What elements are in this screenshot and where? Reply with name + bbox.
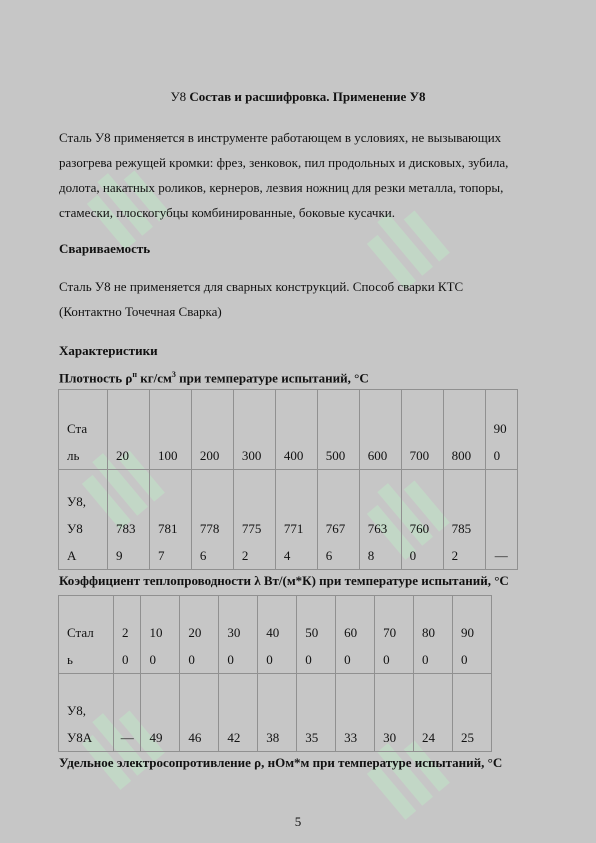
table-cell: 90 0 [452, 596, 491, 674]
table-cell: 20 [108, 390, 150, 470]
table-cell: 42 [219, 674, 258, 752]
table-header-row [59, 596, 492, 674]
table-cell: — [485, 470, 517, 570]
intro-line: Сталь У8 применяется в инструменте работающем в условиях, не вызывающих [59, 130, 502, 145]
table-cell: 767 6 [317, 470, 359, 570]
table-cell: — [114, 674, 141, 752]
table-cell: 20 0 [180, 596, 219, 674]
density-caption-post: при температуре испытаний, °С [175, 370, 369, 386]
table-cell: 775 2 [233, 470, 275, 570]
table-cell: 10 0 [141, 596, 180, 674]
table-row [59, 674, 492, 752]
page-number: 5 [294, 814, 302, 829]
table-cell: 200 [191, 390, 233, 470]
table-cell: Ста ль [59, 390, 108, 470]
thermal-caption: Коэффициент теплопроводности λ Вт/(м*К) при температуре испытаний, °С [59, 573, 509, 588]
table-cell: 500 [317, 390, 359, 470]
table-cell: 30 [375, 674, 414, 752]
resistivity-caption: Удельное электросопротивление ρ, нОм*м при температуре испытаний, °С [59, 755, 503, 770]
density-caption [59, 362, 559, 390]
density-caption-pre: Плотность ρ [59, 370, 133, 386]
weld-line: Сталь У8 не применяется для сварных конструкций. Способ сварки КТС [59, 279, 464, 294]
table-cell: Стал ь [59, 596, 114, 674]
table-cell: 50 0 [297, 596, 336, 674]
intro-line: разогрева режущей кромки: фрез, зенковок, пил продольных и дисковых, зубила, [59, 155, 509, 170]
table-row [59, 470, 518, 570]
table-cell: 600 [359, 390, 401, 470]
weld-line: (Контактно Точечная Сварка) [59, 304, 222, 319]
table-cell: 783 9 [108, 470, 150, 570]
table-cell: 40 0 [258, 596, 297, 674]
table-cell: У8, У8 А [59, 470, 108, 570]
table-cell: 700 [401, 390, 443, 470]
table-cell: 400 [275, 390, 317, 470]
density-sup-2: 3 [171, 370, 176, 379]
table-cell: 781 7 [149, 470, 191, 570]
title-prefix: У8 [170, 89, 187, 104]
table-cell: 300 [233, 390, 275, 470]
density-caption-mid: кг/см [136, 370, 172, 386]
intro-paragraph [59, 125, 559, 225]
table-cell: 771 4 [275, 470, 317, 570]
table-cell: 33 [336, 674, 375, 752]
intro-line: стамески, плоскогубцы комбинированные, боковые кусачки. [59, 205, 395, 220]
table-cell: 24 [414, 674, 453, 752]
table-header-row [59, 390, 518, 470]
density-sup-1: п [132, 370, 137, 379]
table-cell: 785 2 [443, 470, 485, 570]
weldability-heading: Свариваемость [59, 241, 151, 256]
table-cell: 100 [149, 390, 191, 470]
intro-line: долота, накатных роликов, кернеров, лезвия ножниц для резки металла, топоры, [59, 180, 504, 195]
characteristics-heading: Характеристики [59, 343, 158, 358]
table-cell: 35 [297, 674, 336, 752]
title-text: Состав и расшифровка. Применение У8 [189, 89, 426, 104]
thermal-table [58, 595, 492, 752]
table-cell: 760 0 [401, 470, 443, 570]
table-cell: 80 0 [414, 596, 453, 674]
table-cell: 38 [258, 674, 297, 752]
table-cell: 763 8 [359, 470, 401, 570]
table-cell: 2 0 [114, 596, 141, 674]
density-table [58, 389, 518, 570]
table-cell: 46 [180, 674, 219, 752]
weldability-paragraph [59, 274, 559, 324]
table-cell: 778 6 [191, 470, 233, 570]
table-cell: 25 [452, 674, 491, 752]
table-cell: 60 0 [336, 596, 375, 674]
table-cell: У8, У8А [59, 674, 114, 752]
table-cell: 70 0 [375, 596, 414, 674]
page-title [0, 89, 596, 105]
table-cell: 800 [443, 390, 485, 470]
table-cell: 49 [141, 674, 180, 752]
table-cell: 30 0 [219, 596, 258, 674]
table-cell: 90 0 [485, 390, 517, 470]
